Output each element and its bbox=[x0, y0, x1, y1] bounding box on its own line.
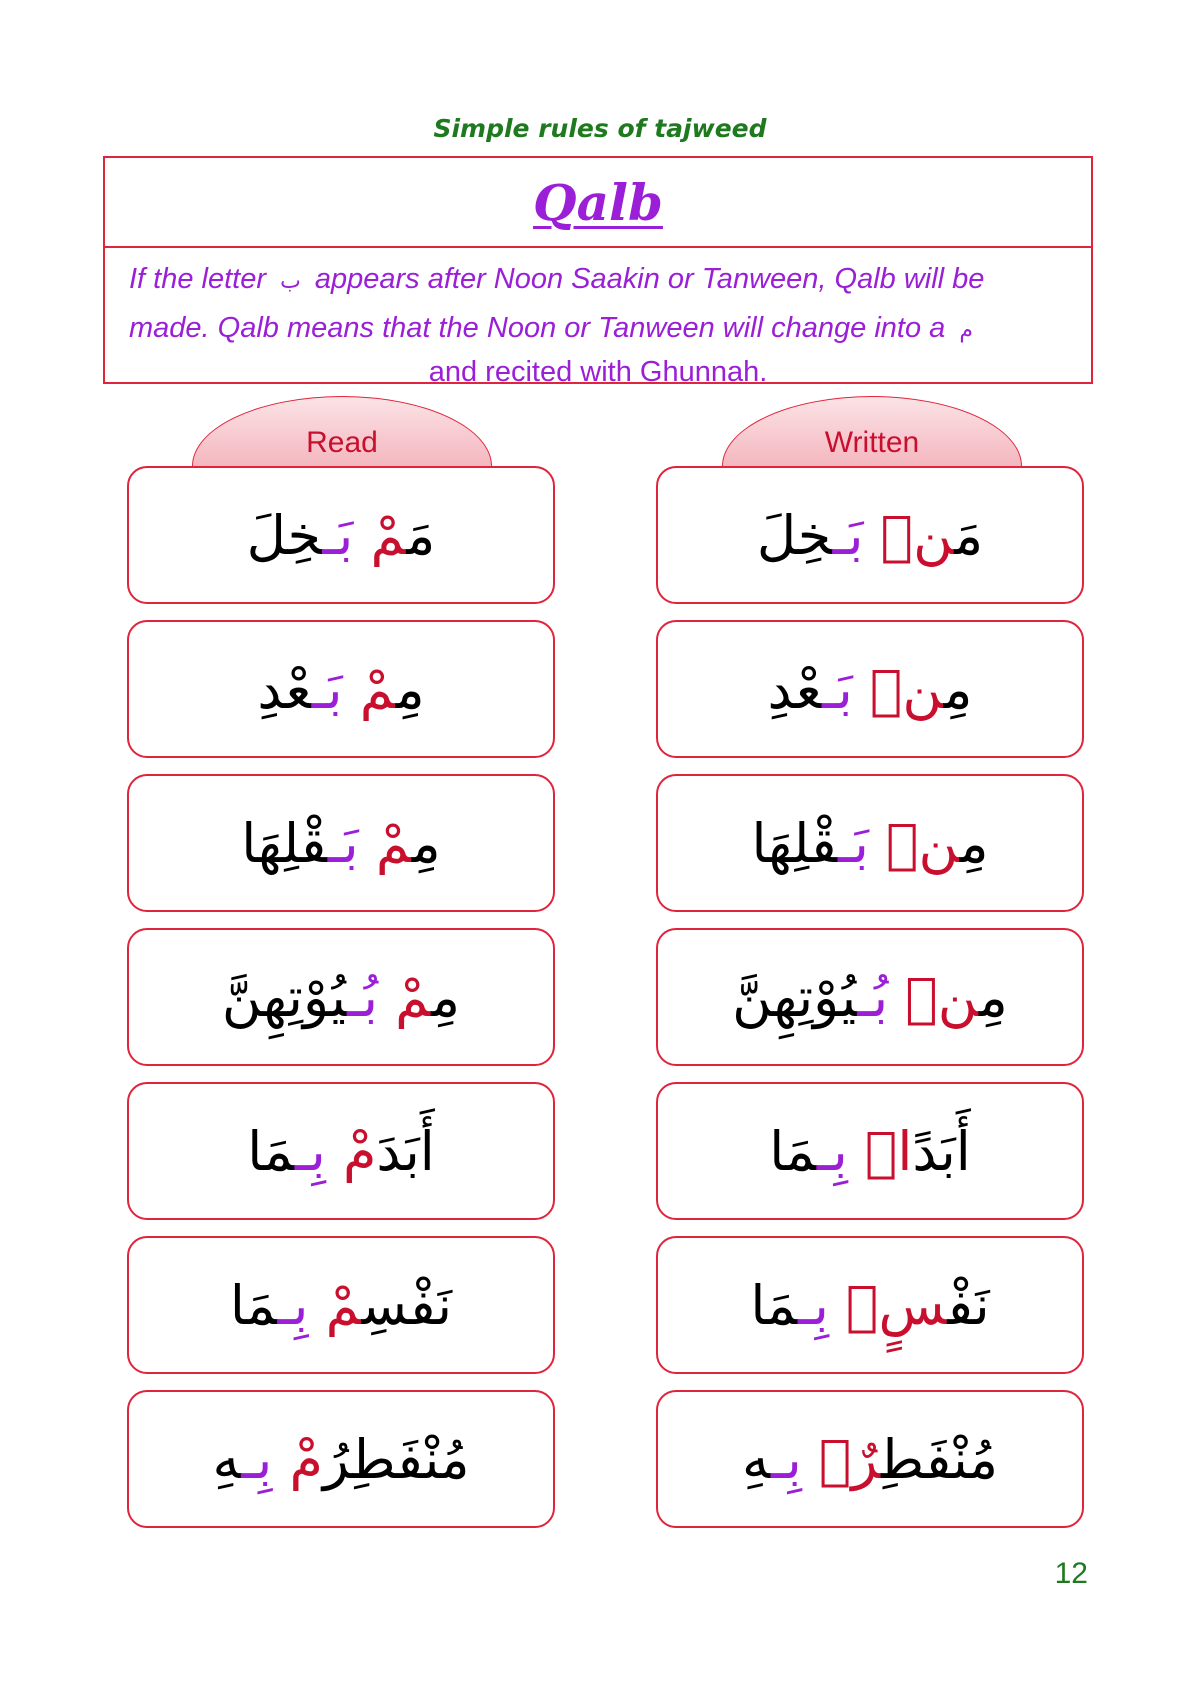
written-column-header: Written bbox=[722, 396, 1022, 466]
read-word-part-c: بُـ bbox=[347, 965, 378, 1029]
written-word-part-b: نۢ bbox=[880, 503, 955, 567]
read-example-card bbox=[127, 928, 555, 1066]
read-word-part-b: مْ bbox=[375, 811, 412, 875]
written-word-part-a: مِ bbox=[943, 657, 973, 721]
read-arabic-text bbox=[257, 658, 424, 721]
written-word-part-b: رٌۢ bbox=[818, 1427, 882, 1491]
read-word-part-c: بِـ bbox=[277, 1273, 309, 1337]
read-word-part-b: مْ bbox=[395, 965, 432, 1029]
read-word-part-c: بِـ bbox=[241, 1427, 273, 1491]
written-word-part-a: مِ bbox=[978, 965, 1008, 1029]
rule-text-part-1: If the letter bbox=[129, 263, 267, 295]
written-word-part-c: بِـ bbox=[770, 1427, 802, 1491]
read-word-part-c: بَـ bbox=[322, 503, 354, 567]
written-arabic-text bbox=[757, 504, 983, 567]
read-word-part-d: مَا bbox=[247, 1119, 295, 1183]
read-word-part-d: هِ bbox=[212, 1427, 242, 1491]
written-word-part-d: عْدِ bbox=[767, 657, 822, 721]
written-arabic-text bbox=[742, 1428, 998, 1491]
written-word-part-c: بَـ bbox=[821, 657, 853, 721]
read-example-card bbox=[127, 466, 555, 604]
read-word-part-b: مْ bbox=[370, 503, 407, 567]
read-word-part-d: عْدِ bbox=[257, 657, 312, 721]
read-word-part-a: مِ bbox=[395, 657, 425, 721]
read-word-part-d: مَا bbox=[229, 1273, 278, 1337]
written-example-card bbox=[656, 1390, 1084, 1528]
read-arabic-text bbox=[212, 1428, 469, 1491]
written-word-part-d: يُوْتِهِنَّ bbox=[732, 965, 858, 1029]
read-word-part-c: بَـ bbox=[327, 811, 359, 875]
read-example-card bbox=[127, 1390, 555, 1528]
written-example-card bbox=[656, 620, 1084, 758]
written-word-part-b: نۢ bbox=[905, 965, 979, 1029]
written-word-part-b: سٍۢ bbox=[846, 1273, 948, 1337]
written-word-part-c: بُـ bbox=[857, 965, 889, 1029]
written-arabic-text bbox=[750, 1274, 989, 1337]
written-word-part-d: هِ bbox=[741, 1427, 771, 1491]
written-word-part-c: بَـ bbox=[832, 503, 864, 567]
written-word-part-d: مَا bbox=[769, 1119, 817, 1183]
written-arabic-text bbox=[768, 658, 973, 721]
written-example-card bbox=[656, 928, 1084, 1066]
read-word-part-c: بَـ bbox=[311, 657, 343, 721]
written-arabic-text bbox=[769, 1120, 971, 1183]
read-word-part-b: مْ bbox=[325, 1273, 362, 1337]
read-arabic-text bbox=[222, 966, 460, 1029]
rule-box bbox=[103, 156, 1093, 388]
read-column-header: Read bbox=[192, 396, 492, 466]
written-example-card bbox=[656, 1236, 1084, 1374]
written-word-part-c: بَـ bbox=[838, 811, 869, 875]
written-word-part-c: بِـ bbox=[798, 1273, 829, 1337]
rule-title-row bbox=[105, 158, 1091, 248]
written-arabic-text bbox=[732, 966, 1008, 1029]
read-word-part-a: مِ bbox=[411, 811, 441, 875]
written-word-part-b: اۢ bbox=[864, 1119, 913, 1183]
read-example-card bbox=[127, 620, 555, 758]
written-word-part-c: بِـ bbox=[816, 1119, 848, 1183]
read-example-card bbox=[127, 1236, 555, 1374]
read-example-card bbox=[127, 1082, 555, 1220]
read-word-part-a: مِ bbox=[431, 965, 461, 1029]
letter-meem: م bbox=[959, 318, 973, 343]
written-arabic-text bbox=[751, 812, 988, 875]
read-word-part-d: خِلَ bbox=[246, 503, 323, 567]
read-example-card bbox=[127, 774, 555, 912]
read-word-part-b: مْ bbox=[359, 657, 396, 721]
read-word-part-a: مُنْفَطِرُ bbox=[322, 1427, 470, 1491]
rule-title: Qalb bbox=[533, 172, 663, 232]
written-word-part-a: مَ bbox=[954, 503, 984, 567]
rule-text-part-3: and recited with Ghunnah. bbox=[428, 356, 768, 388]
rule-description bbox=[105, 248, 1091, 390]
read-word-part-b: مْ bbox=[289, 1427, 323, 1491]
page-header-title: Simple rules of tajweed bbox=[433, 114, 767, 143]
written-example-card bbox=[656, 466, 1084, 604]
written-word-part-b: نۢ bbox=[886, 811, 960, 875]
written-word-part-d: مَا bbox=[750, 1273, 799, 1337]
read-arabic-text bbox=[230, 1274, 452, 1337]
written-word-part-b: نۢ bbox=[869, 657, 944, 721]
written-word-part-d: قْلِهَا bbox=[751, 811, 839, 875]
written-word-part-a: أَبَدً bbox=[912, 1119, 971, 1183]
written-word-part-a: نَفْ bbox=[947, 1273, 990, 1337]
read-word-part-a: مَ bbox=[406, 503, 436, 567]
written-word-part-a: مِ bbox=[959, 811, 989, 875]
read-word-part-b: مْ bbox=[342, 1119, 377, 1183]
read-word-part-a: نَفْسِ bbox=[361, 1273, 453, 1337]
read-word-part-d: يُوْتِهِنَّ bbox=[221, 965, 348, 1029]
read-arabic-text bbox=[247, 1120, 435, 1183]
written-word-part-d: خِلَ bbox=[756, 503, 833, 567]
page-number: 12 bbox=[1054, 1557, 1088, 1590]
read-arabic-text bbox=[241, 812, 440, 875]
read-word-part-a: أَبَدَ bbox=[376, 1119, 435, 1183]
read-arabic-text bbox=[247, 504, 436, 567]
written-word-part-a: مُنْفَطِ bbox=[881, 1427, 999, 1491]
written-example-card bbox=[656, 1082, 1084, 1220]
read-word-part-d: قْلِهَا bbox=[241, 811, 328, 875]
rule-text-part-2: appears after Noon Saakin or Tanween, Qalb will be made. Qalb means that the Noon or Tanween will change into a bbox=[129, 263, 985, 344]
letter-ba: ب bbox=[280, 269, 301, 294]
read-word-part-c: بِـ bbox=[294, 1119, 326, 1183]
written-example-card bbox=[656, 774, 1084, 912]
